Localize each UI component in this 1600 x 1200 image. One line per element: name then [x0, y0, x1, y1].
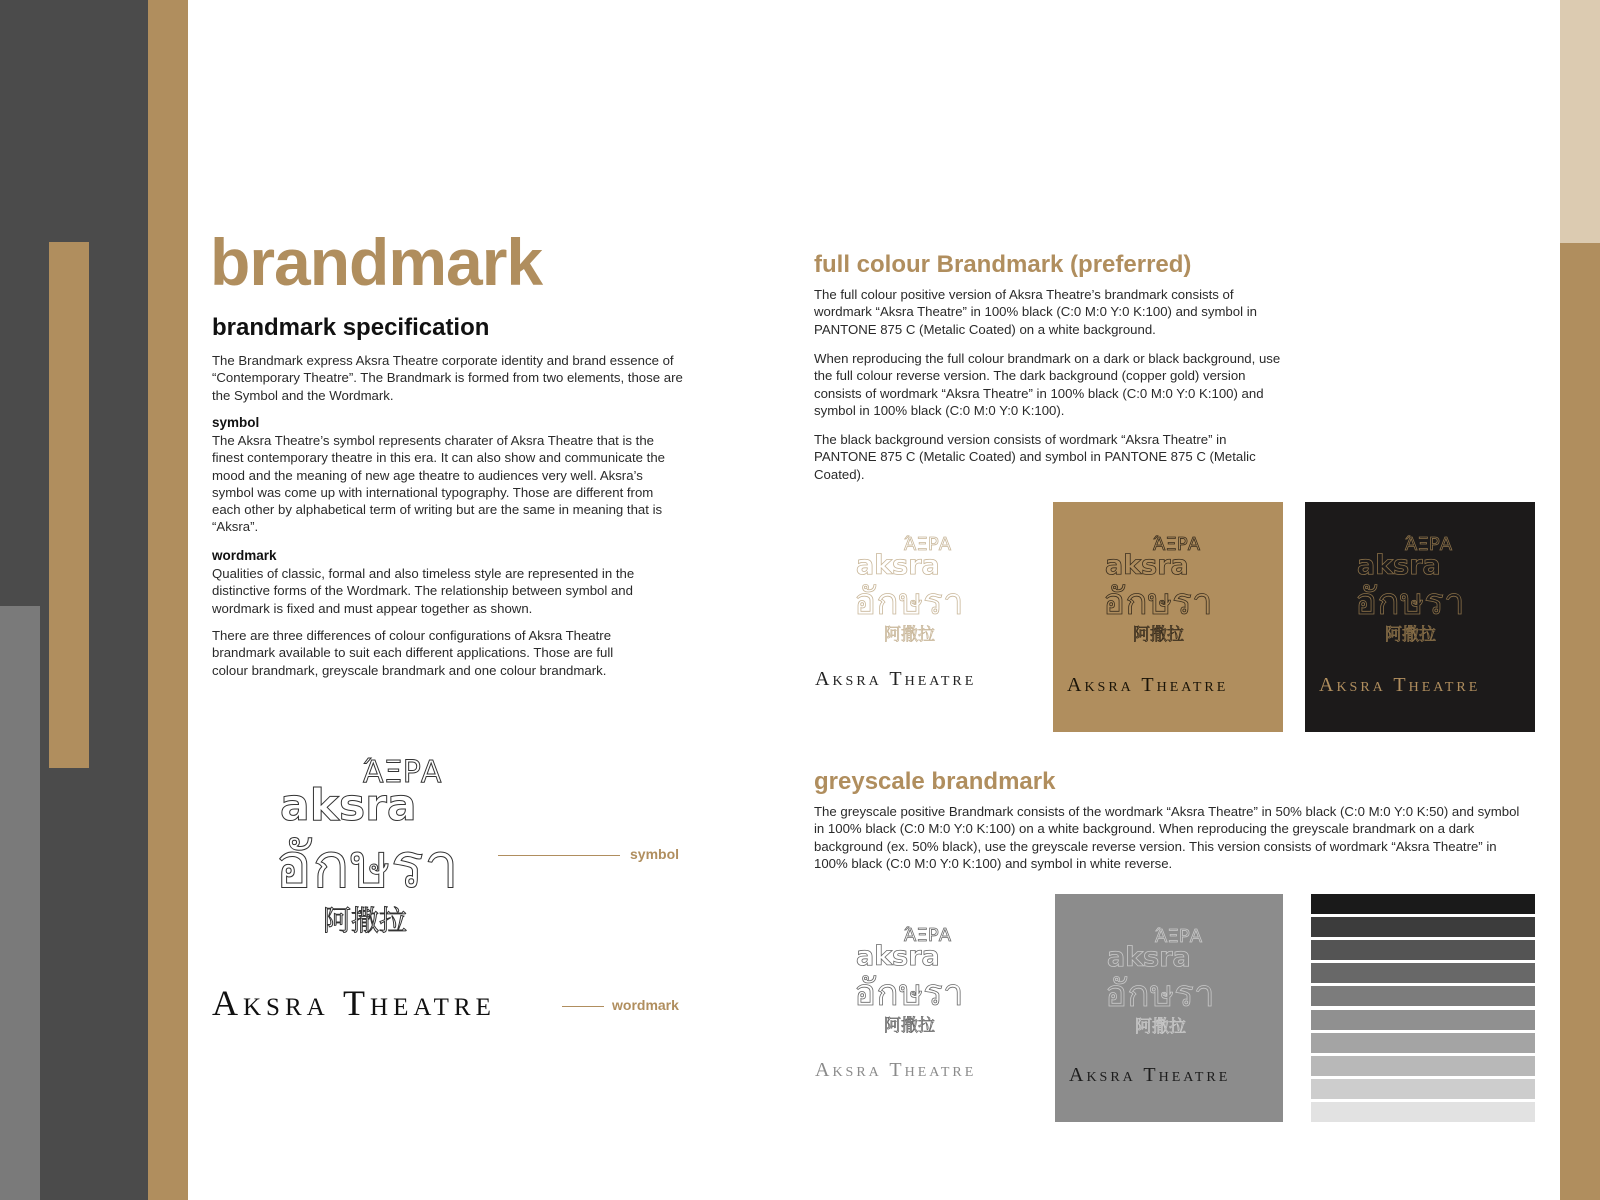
glyphs-thai: อักษรา: [1105, 972, 1215, 1015]
logo-on-black: [1305, 502, 1535, 732]
wordmark-graphic: Aksra Theatre: [212, 983, 496, 1023]
left-grey-bar: [0, 606, 40, 1200]
glyphs-thai: อักษรา: [1103, 580, 1213, 623]
configurations-paragraph: There are three differences of colour configurations of Aksra Theatre brandmark available to suit each different applications. Those are full colour brandmark, greyscale brandmark and one colour brandmark.: [212, 628, 614, 678]
grey-swatch: [1311, 1102, 1535, 1122]
grey-swatch: [1311, 1056, 1535, 1076]
glyphs-chinese: 阿撒拉: [1133, 625, 1184, 645]
wordmark-heading: wordmark: [212, 548, 277, 563]
glyphs-greek: ΆΞΡΑ: [1153, 534, 1201, 555]
symbol-chinese-glyphs: 阿撒拉: [323, 904, 408, 937]
greyscale-paragraph: The greyscale positive Brandmark consists of the wordmark “Aksra Theatre” in 50% black (C:0 M:0 Y:0 K:50) and symbol in 100% black (C:0 M:0 Y:0 K:100) on a white background. When reproducing the greyscale brandmark on a dark background (ex. 50% black), use the greyscale reverse version. This version consists of wordmark “Aksra Theatre” in 100% black (C:0 M:0 Y:0 K:100) and symbol in white reverse.: [814, 804, 1520, 871]
glyphs-latin: aksra: [856, 941, 940, 972]
intro-paragraph: The Brandmark express Aksra Theatre corporate identity and brand essence of “Contemporary Theatre”. The Brandmark is formed from two elements, those are the Symbol and the Wordmark.: [212, 353, 683, 403]
right-light-bar: [1560, 0, 1600, 243]
symbol-callout-line: [498, 855, 620, 856]
logo-positive-white: [814, 502, 1044, 732]
grey-swatch: [1311, 917, 1535, 937]
logo-wordmark: Aksra Theatre: [815, 1059, 977, 1081]
glyphs-greek: ΆΞΡΑ: [1405, 534, 1453, 555]
symbol-outline-graphic: [275, 752, 495, 974]
glyphs-chinese: 阿撒拉: [884, 625, 935, 645]
logo-wordmark: Aksra Theatre: [1069, 1064, 1231, 1086]
symbol-paragraph: The Aksra Theatre’s symbol represents charater of Aksra Theatre that is the finest contemporary theatre in this era. It can also show and communicate the mood and the meaning of new age theatre to audiences very well. Aksra’s symbol was come up with international typography. Those are different from each other by alphabetical term of writing but are the same in meaning that is “Aksra”.: [212, 433, 666, 535]
grey-swatch: [1311, 894, 1535, 914]
logo-wordmark: Aksra Theatre: [1319, 674, 1481, 696]
glyphs-thai: อักษรา: [854, 580, 964, 623]
glyphs-greek: ΆΞΡΑ: [904, 534, 952, 555]
greyscale-heading: greyscale brandmark: [814, 768, 1056, 795]
logo-greyscale-reverse: [1055, 894, 1283, 1122]
grey-swatch: [1311, 1033, 1535, 1053]
wordmark-callout-line: [562, 1006, 604, 1007]
symbol-white-outline: [1105, 924, 1235, 1054]
glyphs-latin: aksra: [1107, 942, 1191, 973]
page-title: brandmark: [210, 225, 543, 299]
grey-swatch: [1311, 1010, 1535, 1030]
grey-swatch: [1311, 963, 1535, 983]
symbol-greek-glyphs: ΆΞΡΑ: [363, 755, 442, 790]
section-subtitle: brandmark specification: [212, 314, 490, 341]
symbol-thai-glyphs: อักษรา: [275, 829, 459, 902]
symbol-gold-outline: [854, 532, 984, 662]
glyphs-greek: ΆΞΡΑ: [904, 925, 952, 946]
glyphs-greek: ΆΞΡΑ: [1155, 926, 1203, 947]
wordmark-callout-label: wordmark: [612, 997, 679, 1013]
glyphs-chinese: 阿撒拉: [884, 1016, 935, 1036]
logo-wordmark: Aksra Theatre: [815, 668, 977, 690]
glyphs-thai: อักษรา: [1355, 580, 1465, 623]
wordmark-paragraph: Qualities of classic, formal and also timeless style are represented in the distinctive forms of the Wordmark. The relationship between symbol and wordmark is fixed and must appear together as shown.: [212, 566, 635, 616]
glyphs-latin: aksra: [1357, 550, 1441, 581]
full-colour-paragraph-3: The black background version consists of wordmark “Aksra Theatre” in PANTONE 875 C (Metalic Coated) and symbol in PANTONE 875 C (Metalic Coated).: [814, 432, 1256, 482]
symbol-heading: symbol: [212, 415, 260, 430]
left-gold-accent-bar: [49, 242, 89, 768]
grey-swatch: [1311, 940, 1535, 960]
symbol-latin-glyphs: aksra: [280, 780, 417, 831]
grey-swatch: [1311, 986, 1535, 1006]
full-colour-heading: full colour Brandmark (preferred): [814, 251, 1192, 278]
logo-on-copper-gold: [1053, 502, 1283, 732]
full-colour-paragraph-2: When reproducing the full colour brandmark on a dark or black background, use the full colour reverse version. The dark background (copper gold) version consists of wordmark “Aksra Theatre” in 100% black (C:0 M:0 Y:0 K:100) and symbol in 100% black (C:0 M:0 Y:0 K:100).: [814, 351, 1281, 418]
glyphs-chinese: 阿撒拉: [1135, 1017, 1186, 1037]
symbol-black-outline: [1103, 532, 1233, 662]
full-colour-paragraph-1: The full colour positive version of Aksra Theatre’s brandmark consists of wordmark “Aksra Theatre” in 100% black (C:0 M:0 Y:0 K:100) and symbol in PANTONE 875 C (Metalic Coated) on a white background.: [814, 287, 1257, 337]
glyphs-latin: aksra: [856, 550, 940, 581]
logo-wordmark: Aksra Theatre: [1067, 674, 1229, 696]
symbol-gold-on-black: [1355, 532, 1485, 662]
left-gold-edge-bar: [148, 0, 188, 1200]
logo-greyscale-positive: [814, 893, 1044, 1123]
right-gold-bar: [1560, 243, 1600, 1200]
glyphs-thai: อักษรา: [854, 971, 964, 1014]
grey-swatch: [1311, 1079, 1535, 1099]
glyphs-latin: aksra: [1105, 550, 1189, 581]
symbol-black-outline: [854, 923, 984, 1053]
glyphs-chinese: 阿撒拉: [1385, 625, 1436, 645]
symbol-callout-label: symbol: [630, 846, 680, 862]
